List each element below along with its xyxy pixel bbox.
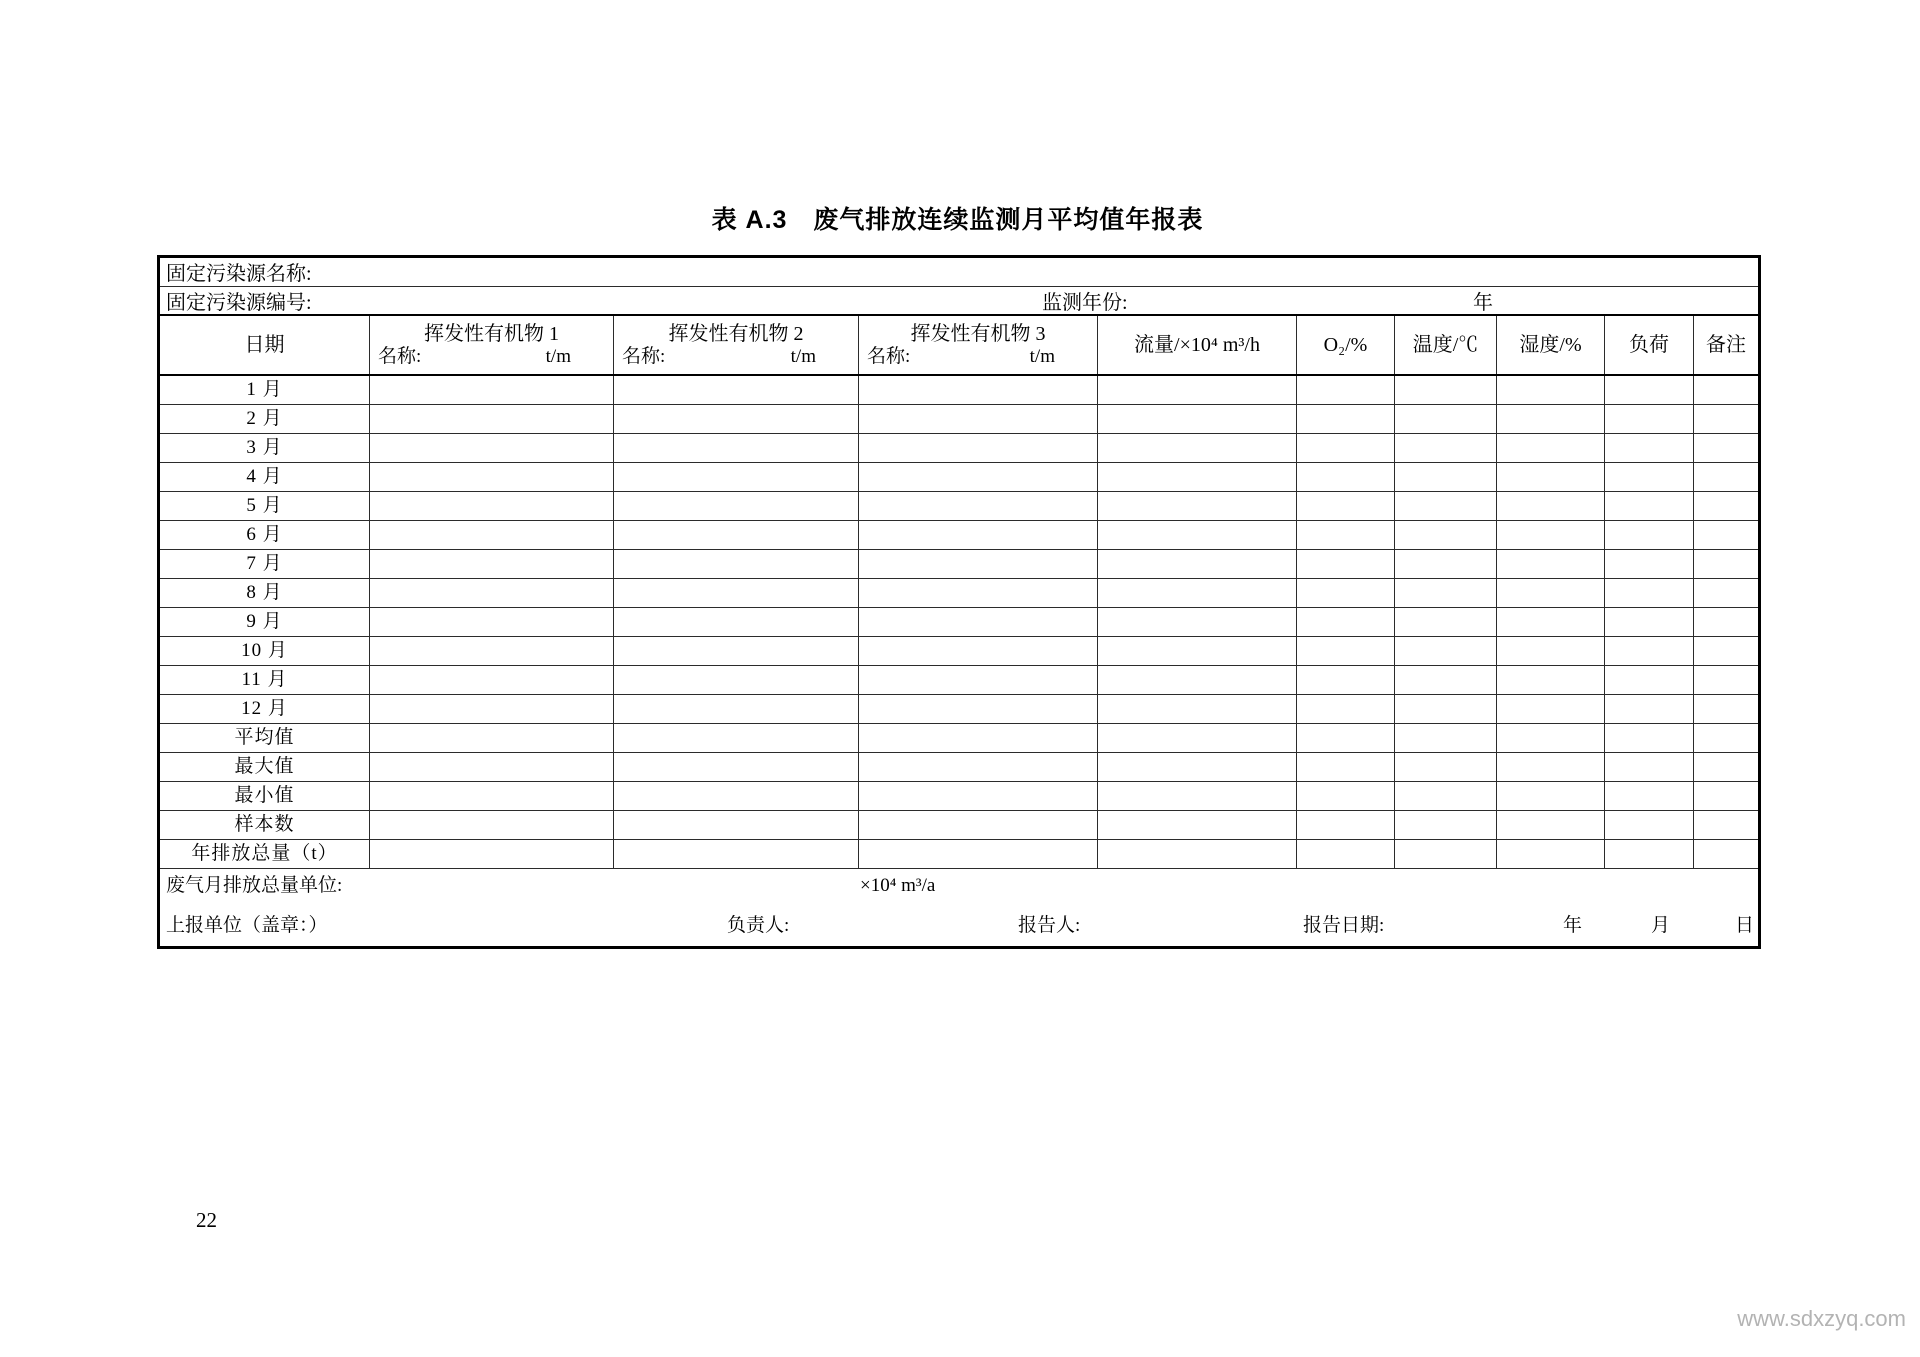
data-cell xyxy=(1605,434,1694,463)
data-cell xyxy=(859,753,1098,782)
data-cell xyxy=(1098,521,1297,550)
voc1-unit: t/m xyxy=(545,346,571,368)
data-cell xyxy=(1694,753,1760,782)
col-header-date: 日期 xyxy=(159,315,370,375)
total-unit-label: 废气月排放总量单位: xyxy=(166,875,343,896)
data-cell xyxy=(370,811,614,840)
data-cell xyxy=(1098,463,1297,492)
row-label: 5 月 xyxy=(159,492,370,521)
data-cell xyxy=(859,375,1098,405)
data-cell xyxy=(1297,666,1395,695)
data-cell xyxy=(370,405,614,434)
row-label: 平均值 xyxy=(159,724,370,753)
data-cell xyxy=(1297,811,1395,840)
data-cell xyxy=(1497,375,1605,405)
row-label: 7 月 xyxy=(159,550,370,579)
data-cell xyxy=(1395,753,1497,782)
data-cell xyxy=(1297,375,1395,405)
table-row xyxy=(159,811,1760,840)
data-cell xyxy=(614,695,859,724)
source-name-cell xyxy=(159,257,1760,287)
col-header-voc2 xyxy=(614,315,859,375)
table-row xyxy=(159,550,1760,579)
data-cell xyxy=(614,579,859,608)
row-label: 4 月 xyxy=(159,463,370,492)
source-code-cell xyxy=(159,287,1760,316)
row-label: 最大值 xyxy=(159,753,370,782)
data-cell xyxy=(1605,811,1694,840)
row-label: 11 月 xyxy=(159,666,370,695)
data-cell xyxy=(1694,463,1760,492)
data-cell xyxy=(1395,521,1497,550)
data-cell xyxy=(1395,405,1497,434)
data-cell xyxy=(1605,579,1694,608)
row-label: 1 月 xyxy=(159,375,370,405)
total-unit-value: ×10⁴ m³/a xyxy=(860,875,936,896)
data-cell xyxy=(1605,608,1694,637)
data-cell xyxy=(1297,463,1395,492)
table-row xyxy=(159,521,1760,550)
data-cell xyxy=(859,811,1098,840)
data-cell xyxy=(370,840,614,869)
data-cell xyxy=(614,434,859,463)
data-cell xyxy=(859,434,1098,463)
data-cell xyxy=(614,724,859,753)
data-cell xyxy=(1694,375,1760,405)
data-cell xyxy=(1694,550,1760,579)
voc1-name-label: 名称: xyxy=(378,346,422,368)
data-cell xyxy=(614,375,859,405)
responsible-label: 负责人: xyxy=(727,915,790,937)
data-cell xyxy=(1497,695,1605,724)
report-date-month: 月 xyxy=(1651,915,1671,937)
data-cell xyxy=(614,463,859,492)
data-cell xyxy=(1395,637,1497,666)
data-cell xyxy=(1098,492,1297,521)
data-cell xyxy=(370,608,614,637)
table-row xyxy=(159,492,1760,521)
data-cell xyxy=(1694,492,1760,521)
data-cell xyxy=(1297,840,1395,869)
data-cell xyxy=(614,753,859,782)
data-cell xyxy=(1297,637,1395,666)
data-cell xyxy=(859,550,1098,579)
data-cell xyxy=(1497,463,1605,492)
row-label: 9 月 xyxy=(159,608,370,637)
data-cell xyxy=(859,405,1098,434)
data-cell xyxy=(1694,434,1760,463)
data-cell xyxy=(1395,608,1497,637)
col-header-o2: O₂/% xyxy=(1297,315,1395,375)
table-row xyxy=(159,840,1760,869)
data-cell xyxy=(859,637,1098,666)
table-row xyxy=(159,463,1760,492)
data-cell xyxy=(1497,579,1605,608)
data-cell xyxy=(859,463,1098,492)
data-cell xyxy=(1098,695,1297,724)
source-code-row xyxy=(159,287,1760,316)
table-row xyxy=(159,405,1760,434)
data-cell xyxy=(1098,608,1297,637)
table-row xyxy=(159,579,1760,608)
data-cell xyxy=(1395,724,1497,753)
data-cell xyxy=(1497,550,1605,579)
data-cell xyxy=(1098,724,1297,753)
monitor-year-unit: 年 xyxy=(1473,292,1493,314)
data-cell xyxy=(1098,753,1297,782)
data-cell xyxy=(859,492,1098,521)
data-cell xyxy=(1395,840,1497,869)
data-cell xyxy=(1395,550,1497,579)
data-cell xyxy=(370,782,614,811)
data-cell xyxy=(1497,492,1605,521)
data-cell xyxy=(614,405,859,434)
data-cell xyxy=(370,521,614,550)
data-cell xyxy=(370,753,614,782)
data-cell xyxy=(1605,695,1694,724)
data-cell xyxy=(859,608,1098,637)
data-cell xyxy=(370,579,614,608)
table-row xyxy=(159,753,1760,782)
table-row xyxy=(159,637,1760,666)
annual-report-table xyxy=(157,255,1761,949)
voc3-title: 挥发性有机物 3 xyxy=(910,323,1046,345)
data-cell xyxy=(1297,579,1395,608)
watermark: www.sdxzyq.com xyxy=(1737,1306,1906,1331)
data-cell xyxy=(859,840,1098,869)
data-cell xyxy=(1297,695,1395,724)
data-cell xyxy=(1098,405,1297,434)
data-cell xyxy=(614,492,859,521)
data-cell xyxy=(1605,840,1694,869)
row-label: 2 月 xyxy=(159,405,370,434)
report-date-day: 日 xyxy=(1735,915,1755,937)
data-cell xyxy=(1605,666,1694,695)
table-row xyxy=(159,608,1760,637)
data-cell xyxy=(1497,666,1605,695)
data-cell xyxy=(1605,521,1694,550)
data-cell xyxy=(1297,724,1395,753)
data-cell xyxy=(1497,405,1605,434)
data-cell xyxy=(1694,521,1760,550)
data-cell xyxy=(614,811,859,840)
data-cell xyxy=(1497,782,1605,811)
data-cell xyxy=(1497,840,1605,869)
col-header-humidity: 湿度/% xyxy=(1497,315,1605,375)
row-label: 6 月 xyxy=(159,521,370,550)
data-cell xyxy=(1605,492,1694,521)
data-cell xyxy=(370,637,614,666)
table-row xyxy=(159,695,1760,724)
data-cell xyxy=(614,666,859,695)
data-cell xyxy=(1694,405,1760,434)
data-cell xyxy=(1497,637,1605,666)
data-cell xyxy=(1497,521,1605,550)
col-header-voc1 xyxy=(370,315,614,375)
data-cell xyxy=(1497,724,1605,753)
data-cell xyxy=(1694,724,1760,753)
data-cell xyxy=(1297,753,1395,782)
voc2-name-label: 名称: xyxy=(622,346,666,368)
data-cell xyxy=(614,637,859,666)
data-cell xyxy=(1694,637,1760,666)
data-cell xyxy=(1605,753,1694,782)
row-label: 3 月 xyxy=(159,434,370,463)
col-header-voc3 xyxy=(859,315,1098,375)
data-cell xyxy=(1297,405,1395,434)
data-cell xyxy=(1098,811,1297,840)
data-cell xyxy=(859,666,1098,695)
data-cell xyxy=(1694,840,1760,869)
data-cell xyxy=(1395,492,1497,521)
reporter-label: 报告人: xyxy=(1018,915,1081,937)
data-cell xyxy=(370,375,614,405)
data-cell xyxy=(1605,782,1694,811)
data-cell xyxy=(370,695,614,724)
data-cell xyxy=(1694,608,1760,637)
data-cell xyxy=(1395,666,1497,695)
data-cell xyxy=(370,666,614,695)
row-label: 12 月 xyxy=(159,695,370,724)
data-cell xyxy=(1605,375,1694,405)
page-number: 22 xyxy=(196,1208,217,1232)
row-label: 年排放总量（t） xyxy=(159,840,370,869)
data-cell xyxy=(1605,405,1694,434)
data-cell xyxy=(1694,666,1760,695)
data-cell xyxy=(370,434,614,463)
data-cell xyxy=(1497,811,1605,840)
voc3-unit: t/m xyxy=(1029,346,1055,368)
source-name-row xyxy=(159,257,1760,287)
data-cell xyxy=(1098,375,1297,405)
report-date-label: 报告日期: xyxy=(1303,915,1385,937)
data-cell xyxy=(1098,579,1297,608)
data-cell xyxy=(1605,724,1694,753)
data-cell xyxy=(1694,579,1760,608)
data-cell xyxy=(1605,463,1694,492)
source-name-label: 固定污染源名称: xyxy=(166,263,312,285)
data-cell xyxy=(614,550,859,579)
data-cell xyxy=(1297,521,1395,550)
footer-cell xyxy=(159,869,1760,948)
col-header-flow: 流量/×10⁴ m³/h xyxy=(1098,315,1297,375)
voc1-title: 挥发性有机物 1 xyxy=(424,323,559,345)
data-cell xyxy=(370,463,614,492)
col-header-temperature: 温度/℃ xyxy=(1395,315,1497,375)
col-header-remark: 备注 xyxy=(1694,315,1760,375)
row-label: 10 月 xyxy=(159,637,370,666)
data-cell xyxy=(1098,782,1297,811)
page-title: 表 A.3 废气排放连续监测月平均值年报表 xyxy=(711,206,1204,234)
data-cell xyxy=(1098,550,1297,579)
data-cell xyxy=(1297,434,1395,463)
data-cell xyxy=(859,782,1098,811)
row-label: 8 月 xyxy=(159,579,370,608)
source-code-label: 固定污染源编号: xyxy=(166,292,312,314)
table-row xyxy=(159,375,1760,405)
data-cell xyxy=(1098,434,1297,463)
data-cell xyxy=(1497,608,1605,637)
row-label: 样本数 xyxy=(159,811,370,840)
data-cell xyxy=(370,492,614,521)
data-cell xyxy=(614,608,859,637)
voc2-unit: t/m xyxy=(790,346,816,368)
data-cell xyxy=(1098,840,1297,869)
column-header-row xyxy=(159,315,1760,375)
report-org-label: 上报单位（盖章：） xyxy=(166,915,328,937)
table-row xyxy=(159,434,1760,463)
row-label: 最小值 xyxy=(159,782,370,811)
data-cell xyxy=(859,521,1098,550)
table-row xyxy=(159,782,1760,811)
data-cell xyxy=(1395,782,1497,811)
data-cell xyxy=(1297,608,1395,637)
data-cell xyxy=(1395,579,1497,608)
data-cell xyxy=(1297,550,1395,579)
table-row xyxy=(159,666,1760,695)
data-cell xyxy=(1395,811,1497,840)
voc2-title: 挥发性有机物 2 xyxy=(668,323,804,345)
data-cell xyxy=(859,724,1098,753)
monitor-year-label: 监测年份: xyxy=(1042,292,1128,314)
data-cell xyxy=(614,782,859,811)
data-cell xyxy=(370,550,614,579)
table-row xyxy=(159,724,1760,753)
data-cell xyxy=(1395,434,1497,463)
data-cell xyxy=(1297,492,1395,521)
data-cell xyxy=(614,521,859,550)
data-cell xyxy=(370,724,614,753)
data-cell xyxy=(1497,434,1605,463)
data-cell xyxy=(1694,695,1760,724)
data-cell xyxy=(1098,637,1297,666)
data-cell xyxy=(1605,550,1694,579)
data-cell xyxy=(859,579,1098,608)
data-cell xyxy=(1098,666,1297,695)
data-cell xyxy=(1497,753,1605,782)
data-cell xyxy=(1605,637,1694,666)
data-cell xyxy=(1395,463,1497,492)
voc3-name-label: 名称: xyxy=(867,346,911,368)
report-date-year: 年 xyxy=(1563,915,1583,937)
data-cell xyxy=(859,695,1098,724)
data-cell xyxy=(1297,782,1395,811)
col-header-load: 负荷 xyxy=(1605,315,1694,375)
data-cell xyxy=(614,840,859,869)
data-cell xyxy=(1395,695,1497,724)
data-cell xyxy=(1694,782,1760,811)
footer-row xyxy=(159,869,1760,948)
data-cell xyxy=(1694,811,1760,840)
data-cell xyxy=(1395,375,1497,405)
